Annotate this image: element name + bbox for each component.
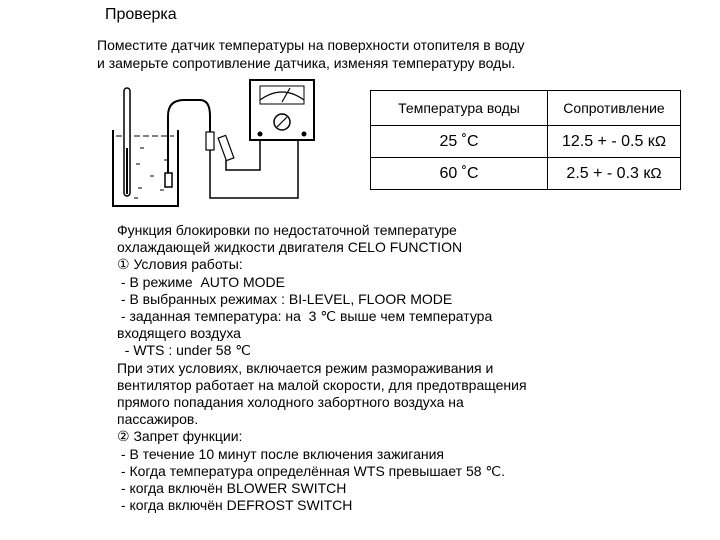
intro-text [97,36,657,72]
column-header-resistance: Сопротивление [548,91,681,126]
intro-line: и замерьте сопротивление датчика, изменяя температуру воды. [97,55,516,71]
temperature-cell: 25 ˚C [371,126,548,158]
text-line: входящего воздуха [117,325,241,342]
resistance-table [370,90,681,190]
table-row [371,126,681,158]
text-line: ② Запрет функции: [117,428,243,445]
text-line: - WTS : under 58 ℃ [117,342,251,359]
text-line: - В течение 10 минут после включения зажигания [117,445,444,462]
text-line: - когда включён DEFROST SWITCH [117,497,353,514]
text-line: - Когда температура определённая WTS превышает 58 ℃. [117,462,506,479]
text-line: - заданная температура: на 3 ℃ выше чем температура [117,308,493,325]
text-line: Функция блокировки по недостаточной температуре [117,222,457,238]
table-row [371,158,681,190]
function-description [117,222,597,514]
measurement-diagram [110,78,320,213]
temperature-cell: 60 ˚C [371,158,548,190]
text-line: При этих условиях, включается режим размораживания и [117,359,494,376]
ohm-unit: Ω [654,132,667,150]
resistance-value: 12.5 + - 0.5 к [561,132,655,150]
page-title: Проверка [105,6,177,23]
resistance-cell [548,158,681,190]
text-line: - В выбранных режимах : BI-LEVEL, FLOOR MODE [117,290,453,307]
text-line: - когда включён BLOWER SWITCH [117,480,347,497]
text-line: охлаждающей жидкости двигателя CELO FUNCTION [117,239,463,256]
text-line: - В режиме AUTO MODE [117,273,285,290]
text-line: прямого попадания холодного забортного воздуха на [117,394,464,411]
text-line: ① Условия работы: [117,256,243,273]
column-header-temperature: Температура воды [371,91,548,126]
table-header-row [371,91,681,126]
ohm-unit: Ω [650,164,662,182]
intro-line: Поместите датчик температуры на поверхности отопителя в воду [97,37,525,53]
text-line: пассажиров. [117,411,199,428]
text-line: вентилятор работает на малой скорости, для предотвращения [117,376,527,393]
resistance-cell [548,126,681,158]
resistance-value: 2.5 + - 0.3 к [566,164,651,182]
